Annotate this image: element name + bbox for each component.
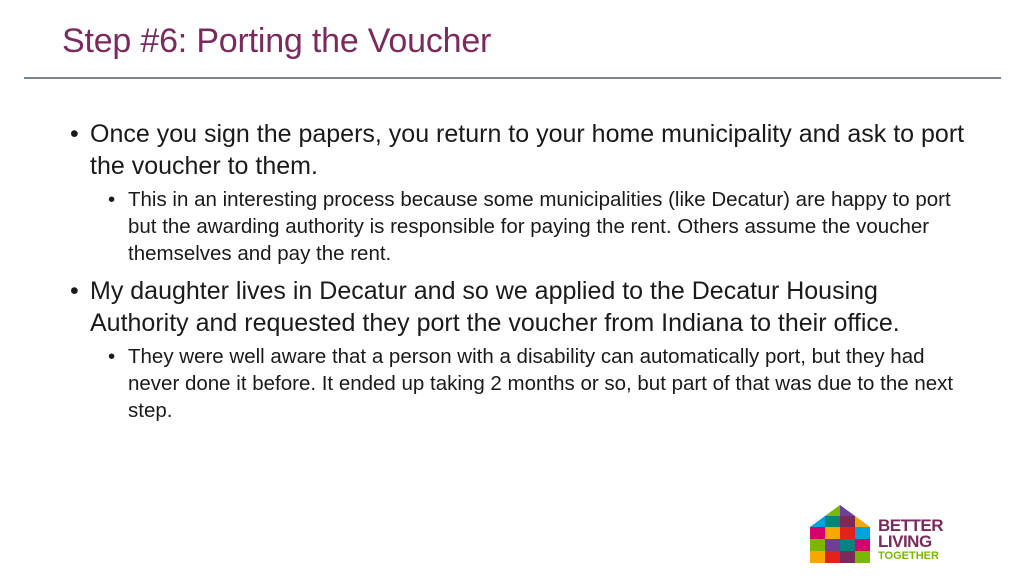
- title-divider: [24, 77, 1001, 79]
- bullet-dot: •: [70, 120, 79, 148]
- sub-bullet-1-1: [108, 186, 970, 267]
- sub-bullet-2-1-text: They were well aware that a person with a disability can automatically port, but they had never done it before. It ended up taking 2 months or so, but part of that was due to the next step.: [128, 345, 954, 422]
- bullet-1: [70, 118, 970, 182]
- bullet-1-text: Once you sign the papers, you return to your home municipality and ask to port the voucher to them.: [90, 120, 965, 180]
- sub-bullet-dot: •: [108, 188, 116, 211]
- slide-title: [62, 22, 491, 61]
- logo-line-better: BETTER: [878, 516, 943, 535]
- sub-bullet-2-1: [108, 343, 970, 424]
- bullet-2: [70, 275, 970, 339]
- sub-bullet-dot: •: [108, 345, 116, 368]
- logo-line-living: LIVING: [878, 532, 932, 551]
- logo-wordmark: [878, 518, 943, 562]
- better-living-together-logo: [806, 503, 966, 565]
- slide-content: [70, 118, 970, 432]
- bullet-2-text: My daughter lives in Decatur and so we applied to the Decatur Housing Authority and requested they port the voucher from Indiana to their office.: [90, 277, 900, 337]
- bullet-dot: •: [70, 277, 79, 305]
- logo-line-together: TOGETHER: [878, 550, 939, 562]
- sub-bullet-1-1-text: This in an interesting process because some municipalities (like Decatur) are happy to port but the awarding authority is responsible for paying the rent. Others assume the voucher themselves and pay the rent.: [128, 188, 951, 265]
- title-prefix: Step #6:: [62, 22, 188, 60]
- title-text: Porting the Voucher: [196, 22, 492, 60]
- house-mosaic-icon: [806, 503, 874, 565]
